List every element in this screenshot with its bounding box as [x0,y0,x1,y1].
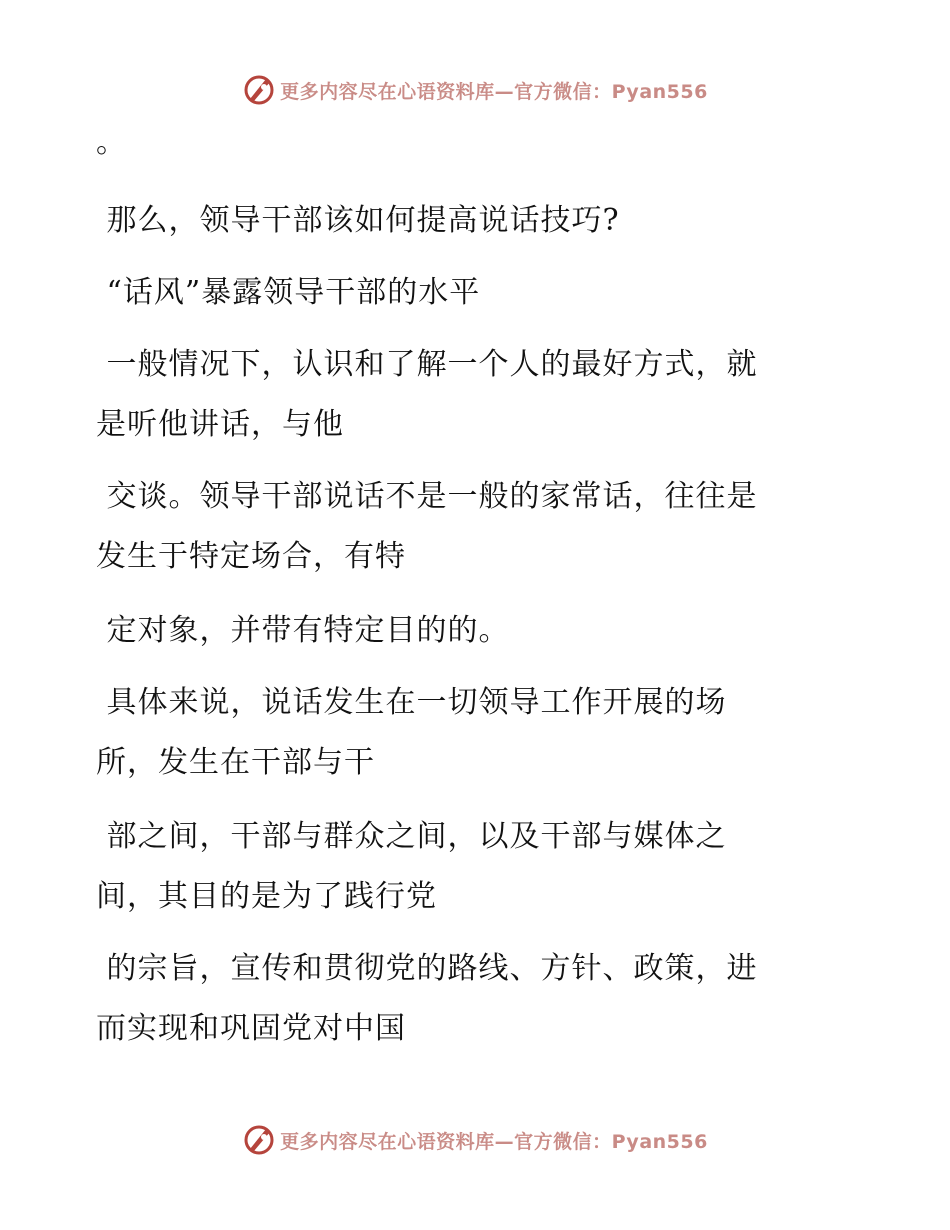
text-line: 交谈。领导干部说话不是一般的家常话，往往是 [96,479,758,514]
text-line: 而实现和巩固党对中国 [96,1011,406,1046]
text-line: 部之间，干部与群众之间，以及干部与媒体之 [96,819,727,854]
text-line: 是听他讲话，与他 [96,407,344,442]
text-line: 那么，领导干部该如何提高说话技巧? [96,203,620,238]
text-line: 定对象，并带有特定目的的。 [96,613,510,648]
section-heading: “话风”暴露领导干部的水平 [96,275,481,310]
text-line: 的宗旨，宣传和贯彻党的路线、方针、政策，进 [96,951,758,986]
quill-pen-emblem-icon [242,73,276,107]
text-line: 发生于特定场合，有特 [96,539,406,574]
header-banner-text: 更多内容尽在心语资料库—官方微信：Pyan556 [280,80,708,103]
header-watermark-banner [0,68,950,112]
text-line: 所，发生在干部与干 [96,745,375,780]
footer-banner-text: 更多内容尽在心语资料库—官方微信：Pyan556 [280,1130,708,1153]
text-line: 间，其目的是为了践行党 [96,879,437,914]
footer-watermark-banner [0,1118,950,1162]
text-line: 具体来说，说话发生在一切领导工作开展的场 [96,685,727,720]
quill-pen-emblem-icon [242,1123,276,1157]
text-line: 。 [96,125,127,160]
text-line: 一般情况下，认识和了解一个人的最好方式，就 [96,347,758,382]
